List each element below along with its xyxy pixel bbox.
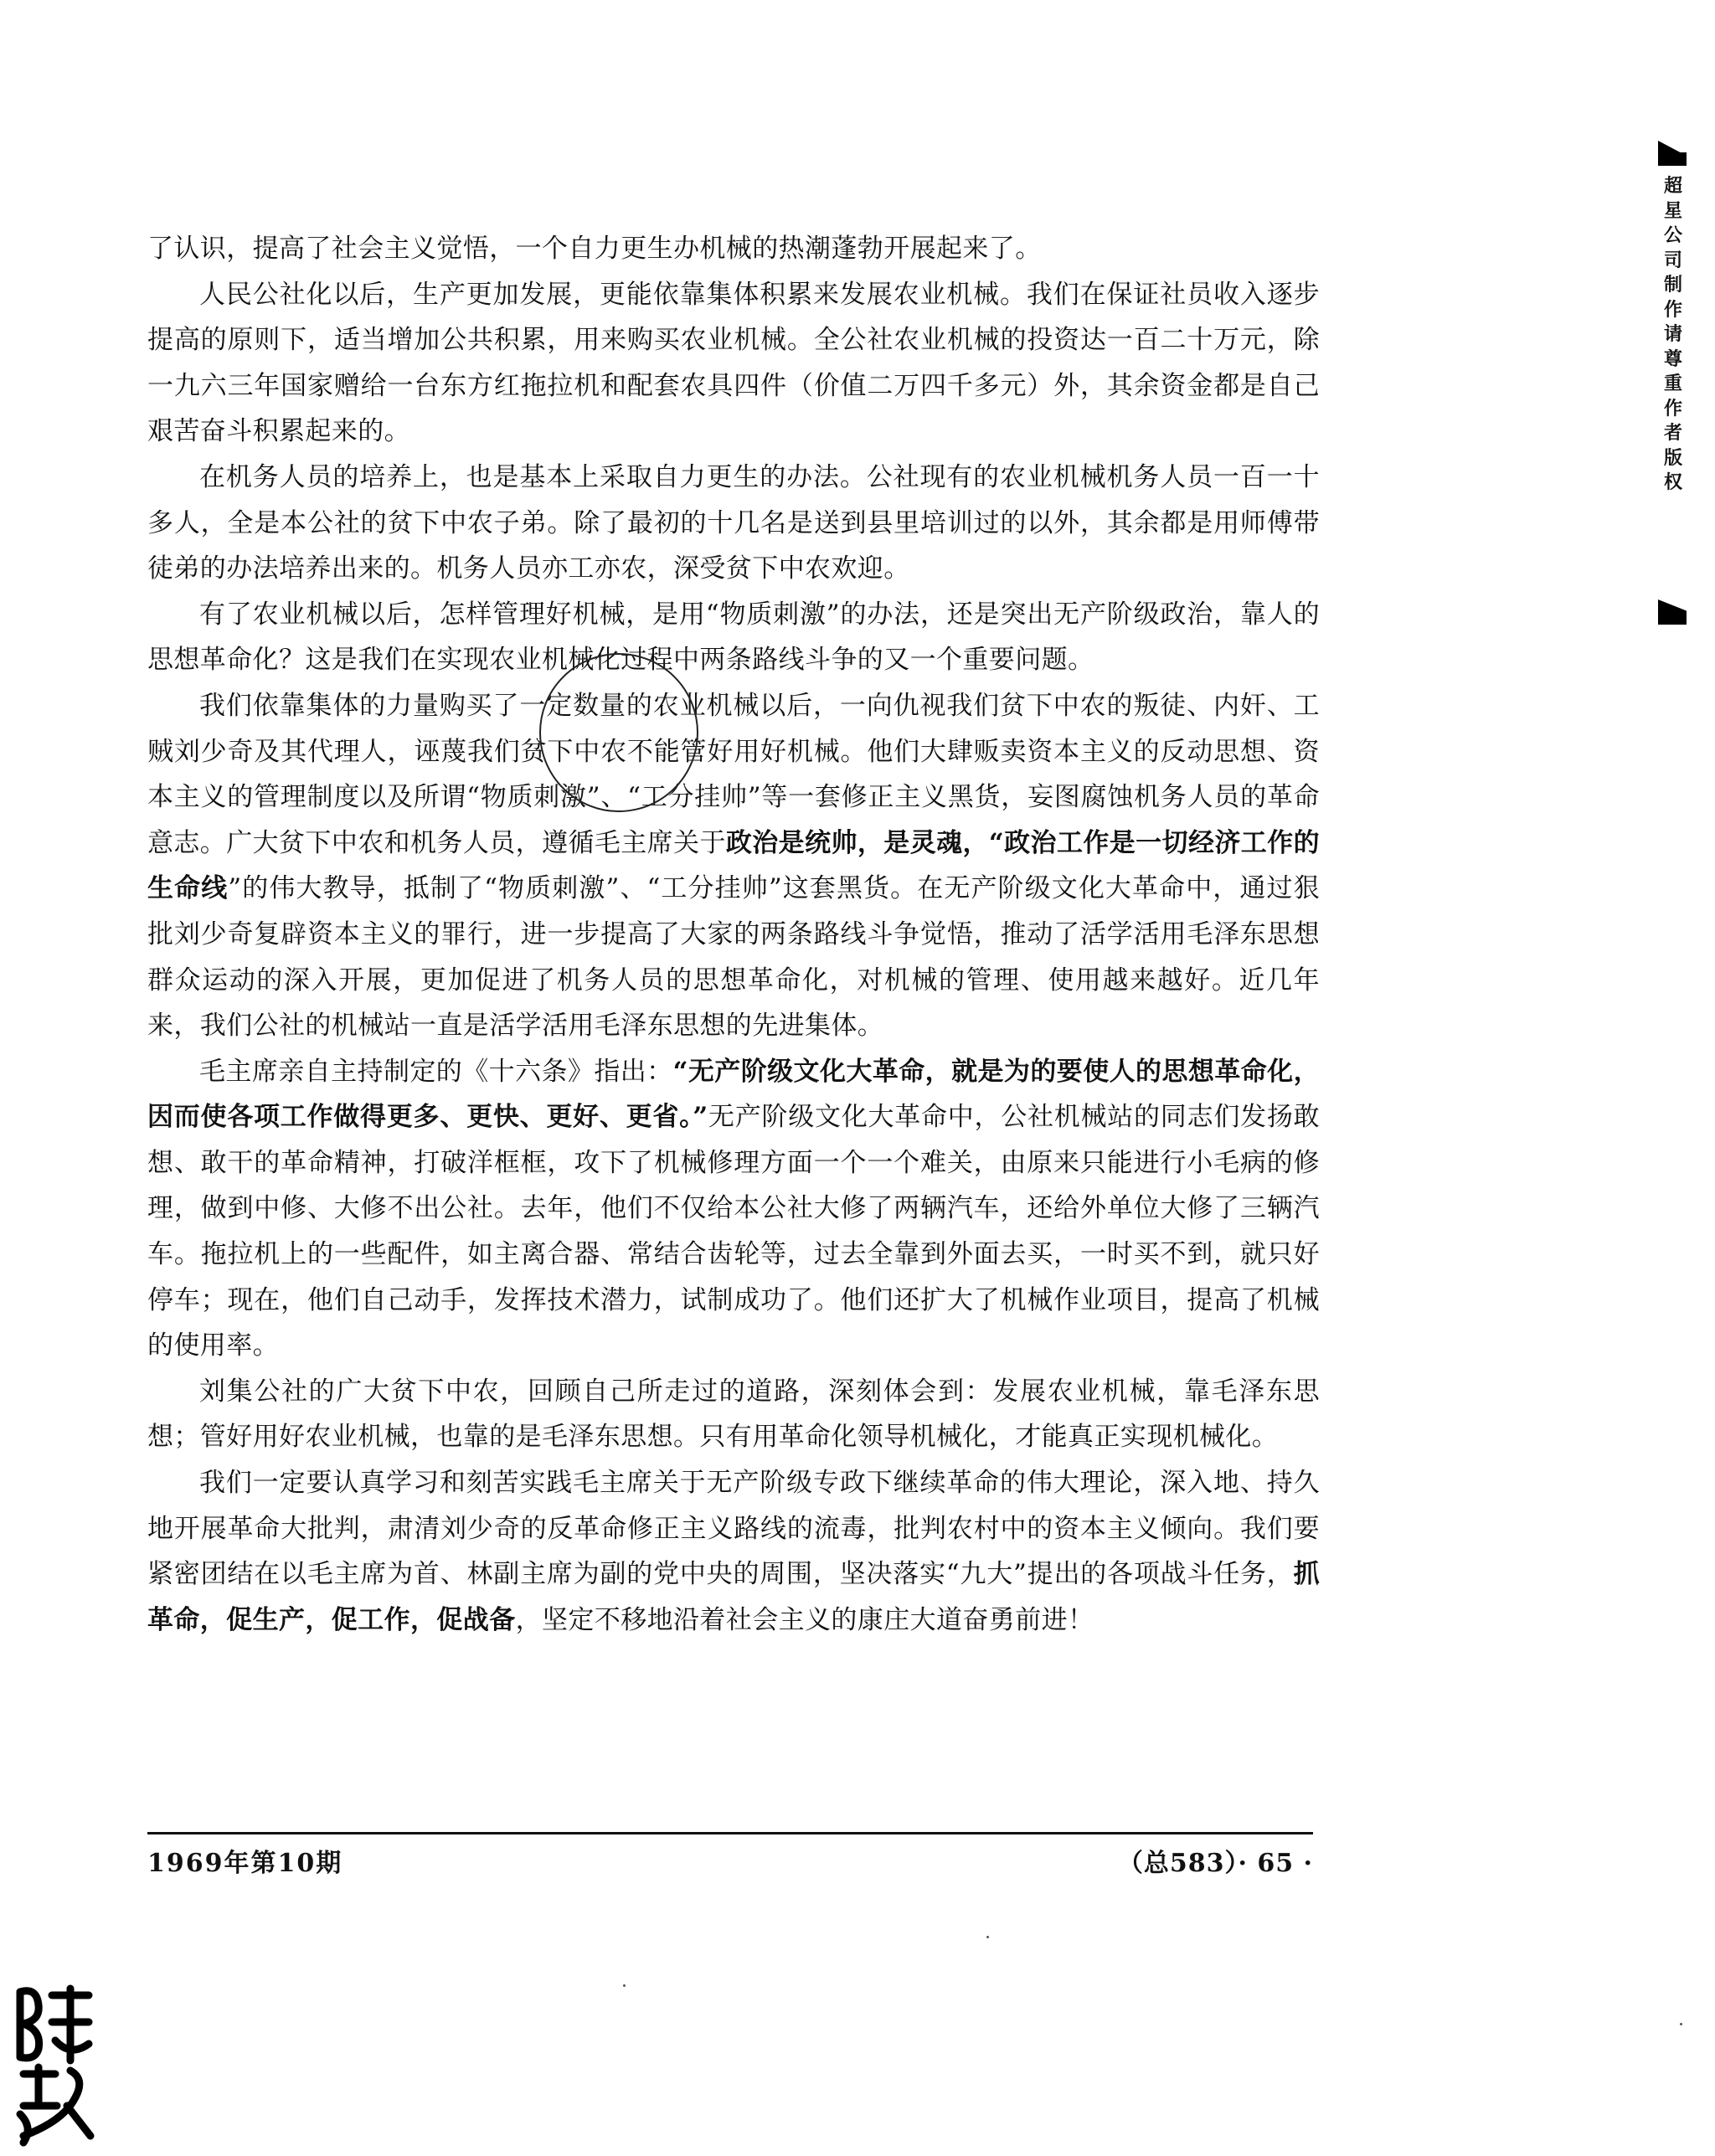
paragraph-1: 了认识，提高了社会主义觉悟，一个自力更生办机械的热潮蓬勃开展起来了。 (147, 234, 1042, 264)
footer-rule (147, 1832, 1313, 1834)
paragraph-5 (147, 683, 1320, 1049)
copyright-notice: 超星公司制作请尊重作者版权 (1663, 176, 1682, 493)
slogan-grasp-revolution: 抓革命，促生产，促工作，促战备 (147, 1559, 1320, 1635)
paragraph-8-text-a: 我们一定要认真学习和刻苦实践毛主席关于无产阶级专政下继续革命的伟大理论，深入地、持久地开展革命大批判，肃清刘少奇的反革命修正主义路线的流毒，批判农村中的资本主义倾向。我们要紧密团结在以毛主席为首、林副主席为副的党中央的周围，坚决落实“九大”提出的各项战斗任务， (147, 1468, 1320, 1590)
paragraph-6 (147, 1049, 1320, 1369)
paragraph-3: 在机务人员的培养上，也是基本上采取自力更生的办法。公社现有的农业机械机务人员一百一十多人，全是本公社的贫下中农子弟。除了最初的十几名是送到县里培训过的以外，其余都是用师傅带徒弟的办法培养出来的。机务人员亦工亦农，深受贫下中农欢迎。 (147, 461, 1320, 584)
quote-open-mark: “ (988, 827, 1005, 858)
quote-political-work-lifeline: 政治工作是一切经济工作的生命线 (147, 827, 1320, 904)
paragraph-5-text-a: 我们依靠集体的力量购买了一定数量的农业机械以后，一向仇视我们贫下中农的叛徒、内奸、工贼刘少奇及其代理人，诬蔑我们贫下中农不能管好用好机械。他们大肆贩卖资本主义的反动思想、资本主义的管理制度以及所谓“物质刺激”、“工分挂帅”等一套修正主义黑货，妄图腐蚀机务人员的革命意志。广大贫下中农和机务人员，遵循毛主席关于 (147, 690, 1320, 858)
article-body (147, 226, 1320, 1643)
paragraph-6-text-c: 无产阶级文化大革命中，公社机械站的同志们发扬敢想、敢干的革命精神，打破洋框框，攻下了机械修理方面一个一个难关，由原来只能进行小毛病的修理，做到中修、大修不出公社。去年，他们不仅给本公社大修了两辆汽车，还给外单位大修了三辆汽车。拖拉机上的一些配件，如主离合器、常结合齿轮等，过去全靠到外面去买，一时买不到，就只好停车；现在，他们自己动手，发挥技术潜力，试制成功了。他们还扩大了机械作业项目，提高了机械的使用率。 (147, 1102, 1320, 1361)
paragraph-8-text-c: ，坚定不移地沿着社会主义的康庄大道奋勇前进！ (515, 1604, 1094, 1635)
paragraph-6-text-a: 毛主席亲自主持制定的《十六条》指出： (199, 1056, 673, 1087)
issue-label: 1969年第10期 (147, 1849, 343, 1878)
sidebar-top-bar (1658, 152, 1687, 166)
page-number: （总583）· 65 · (1117, 1849, 1313, 1878)
paragraph-5-text-d: ”的伟大教导，抵制了“物质刺激”、“工分挂帅”这套黑货。在无产阶级文化大革命中，通过狠批刘少奇复辟资本主义的罪行，进一步提高了大家的两条路线斗争觉悟，推动了活学活用毛泽东思想群众运动的深入开展，更加促进了机务人员的思想革命化，对机械的管理、使用越来越好。近几年来，我们公社的机械站一直是活学活用毛泽东思想的先进集体。 (147, 873, 1321, 1042)
seal-stamp-icon (8, 1980, 102, 2148)
copyright-sidebar (1656, 141, 1690, 626)
paragraph-2: 人民公社化以后，生产更加发展，更能依靠集体积累来发展农业机械。我们在保证社员收入逐步提高的原则下，适当增加公共积累，用来购买农业机械。全公社农业机械的投资达一百二十万元，除一九六三年国家赠给一台东方红拖拉机和配套农具四件（价值二万四千多元）外，其余资金都是自己艰苦奋斗积累起来的。 (147, 279, 1320, 447)
paragraph-4: 有了农业机械以后，怎样管理好机械，是用“物质刺激”的办法，还是突出无产阶级政治，靠人的思想革命化？这是我们在实现农业机械化过程中两条路线斗争的又一个重要问题。 (147, 599, 1320, 676)
quote-sixteen-points: “无产阶级文化大革命，就是为的要使人的思想革命化，因而使各项工作做得更多、更快、更好、更省。” (147, 1056, 1320, 1133)
scan-speck (623, 1984, 626, 1987)
paragraph-8 (147, 1460, 1320, 1643)
scan-speck (986, 1936, 989, 1938)
sidebar-bottom-mark (1658, 599, 1687, 625)
quote-politics-commander: 政治是统帅，是灵魂， (725, 827, 989, 858)
paragraph-7: 刘集公社的广大贫下中农，回顾自己所走过的道路，深刻体会到：发展农业机械，靠毛泽东思想；管好用好农业机械，也靠的是毛泽东思想。只有用革命化领导机械化，才能真正实现机械化。 (147, 1376, 1320, 1453)
scan-speck (1680, 2023, 1682, 2025)
